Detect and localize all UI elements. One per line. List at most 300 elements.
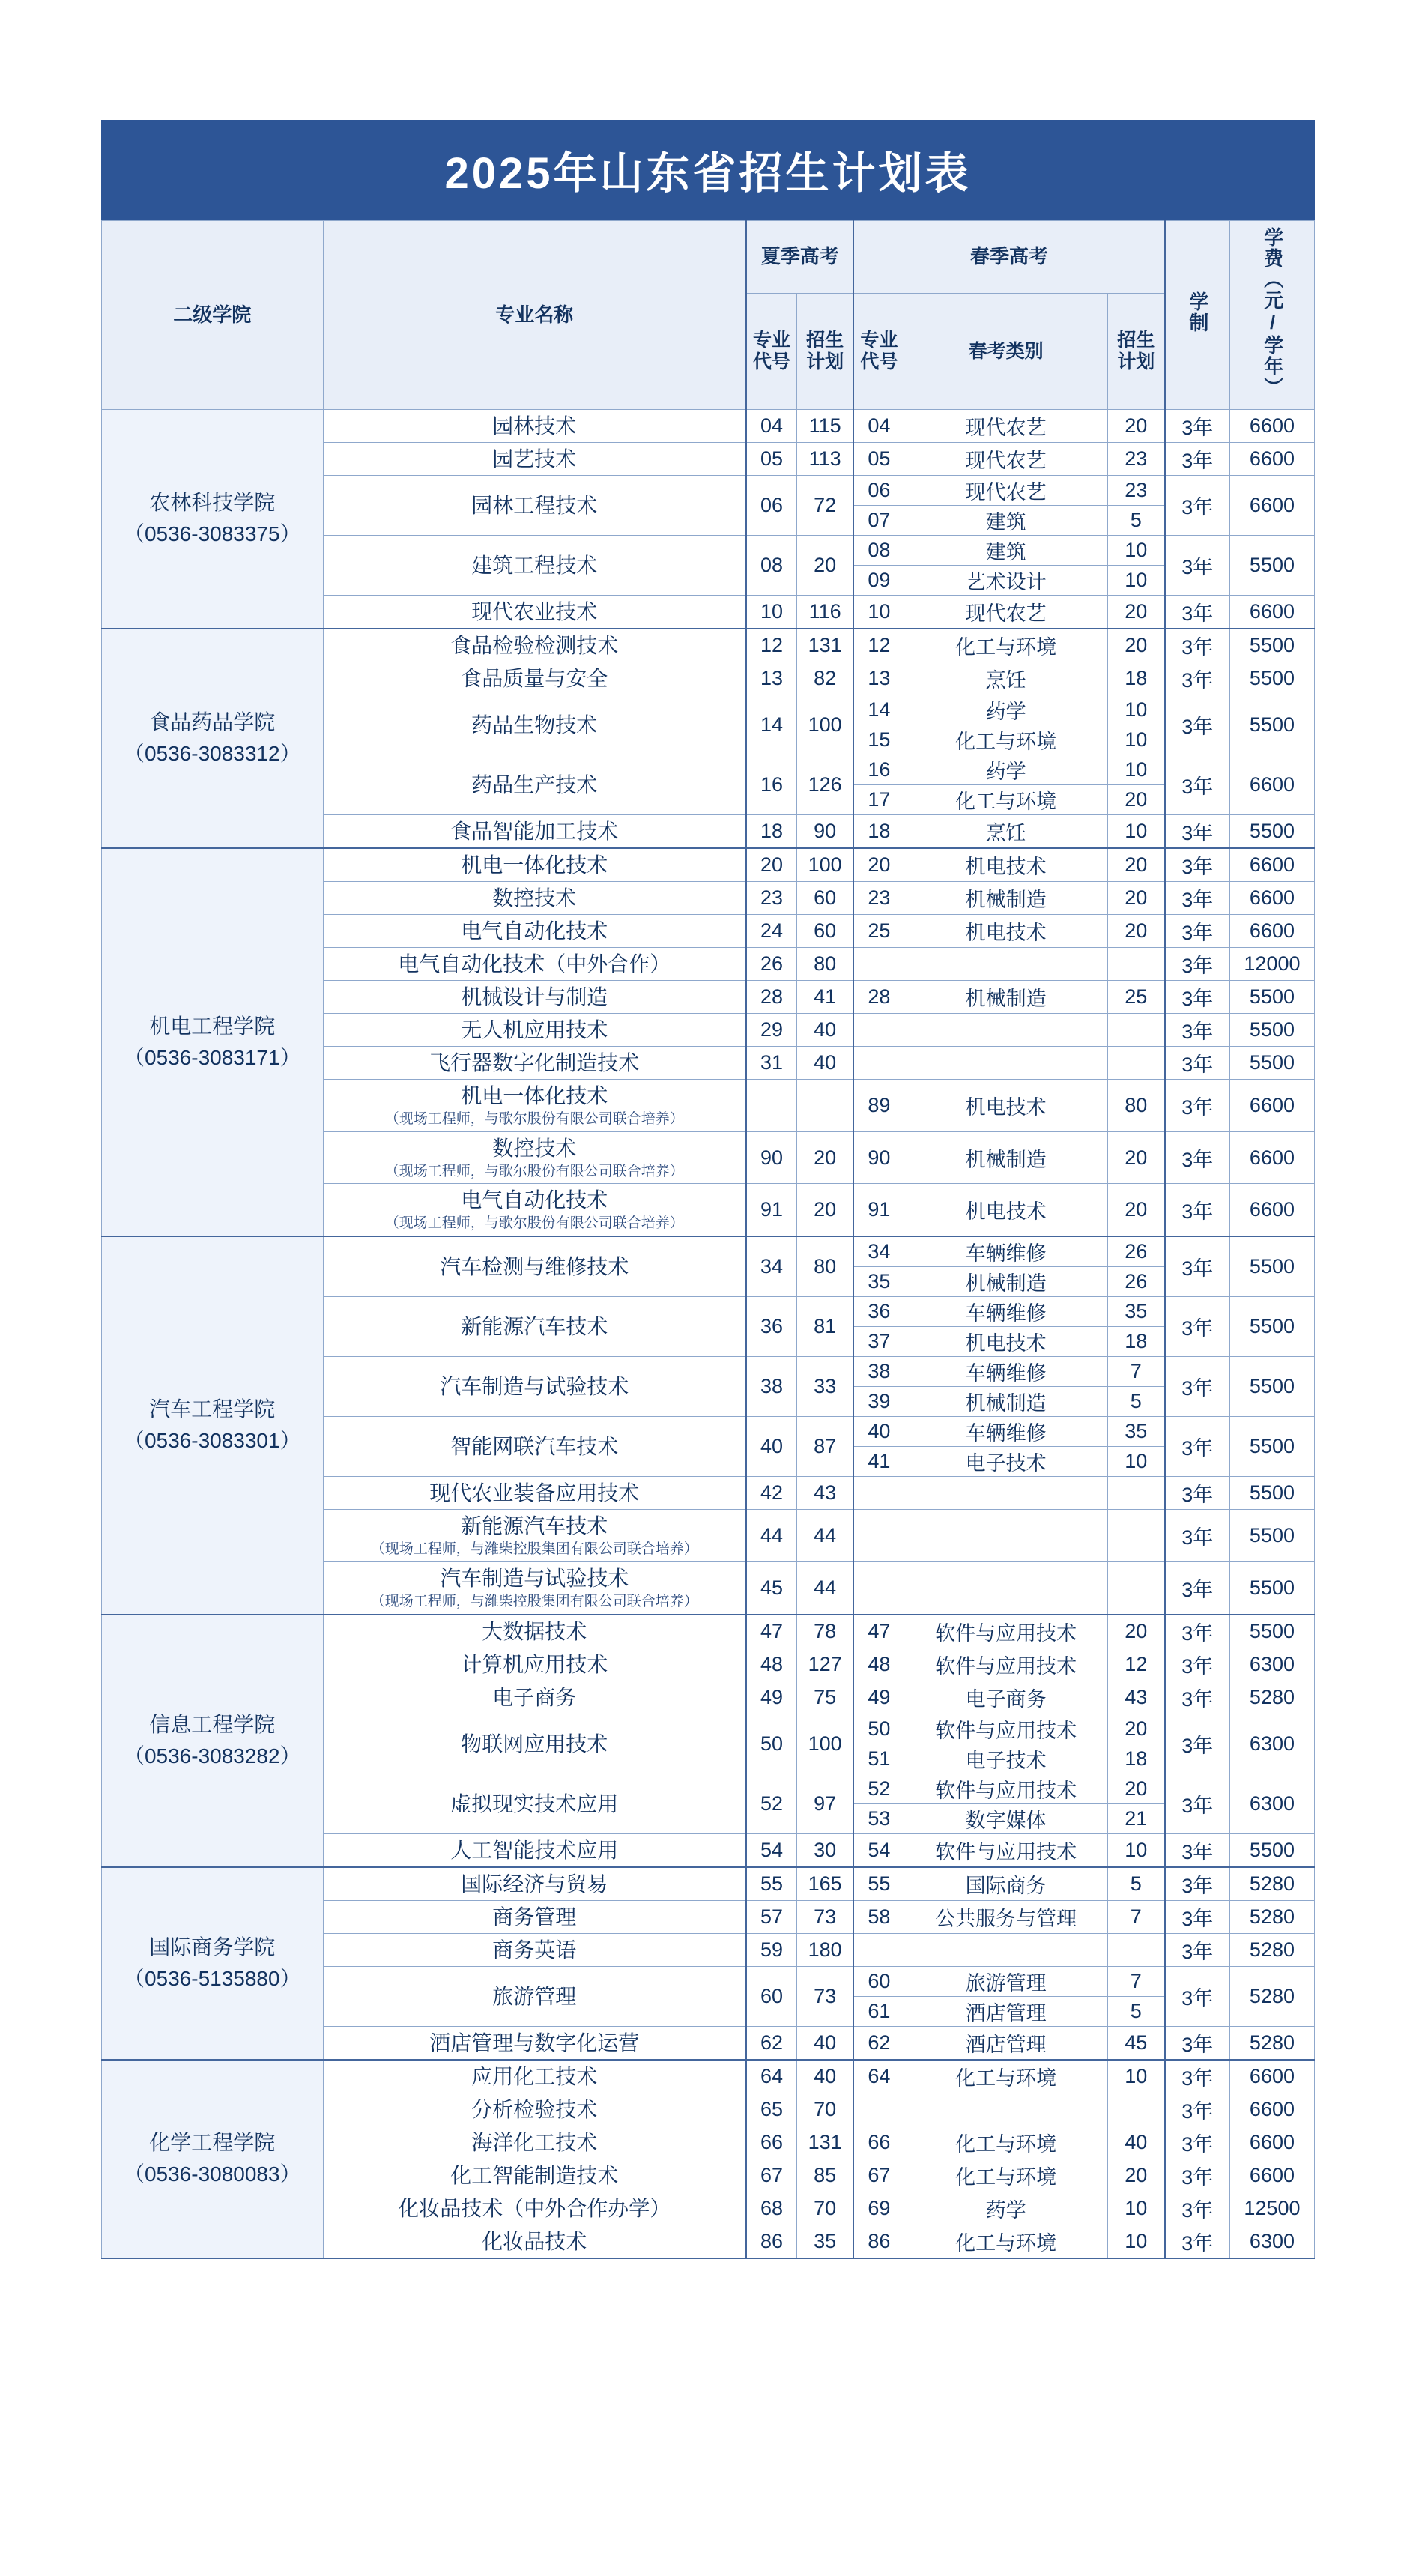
major-name: 虚拟现实技术应用 — [450, 1792, 619, 1815]
spring-code-cell — [853, 947, 904, 980]
major-name: 化妆品技术 — [482, 2229, 587, 2253]
summer-code-cell: 23 — [746, 881, 796, 914]
spring-plan-cell: 80 — [1107, 1079, 1164, 1131]
summer-code-cell: 60 — [746, 1966, 796, 2026]
summer-plan-cell: 60 — [796, 914, 853, 947]
years-cell: 3年 — [1165, 814, 1230, 848]
major-name-cell — [323, 1900, 746, 1933]
summer-plan-cell: 73 — [796, 1966, 853, 2026]
spring-plan-cell: 20 — [1107, 1774, 1164, 1803]
summer-code-cell: 67 — [746, 2159, 796, 2192]
fee-cell: 5500 — [1229, 1046, 1314, 1079]
major-name: 计算机应用技术 — [461, 1652, 608, 1676]
spring-category-cell: 车辆维修 — [904, 1236, 1108, 1267]
major-name-cell — [323, 1833, 746, 1867]
fee-cell: 6600 — [1229, 1079, 1314, 1131]
spring-plan-cell: 10 — [1107, 814, 1164, 848]
table-row — [102, 2060, 1315, 2093]
spring-category-cell: 机电技术 — [904, 914, 1108, 947]
spring-category-cell: 软件与应用技术 — [904, 1648, 1108, 1681]
major-name-cell — [323, 1561, 746, 1614]
college-cell — [102, 848, 324, 1236]
summer-plan-cell: 85 — [796, 2159, 853, 2192]
th-spring-code: 专业代号 — [853, 294, 904, 410]
spring-code-cell: 41 — [853, 1447, 904, 1477]
fee-cell: 6300 — [1229, 2225, 1314, 2258]
spring-category-cell: 烹饪 — [904, 814, 1108, 848]
years-cell: 3年 — [1165, 1357, 1230, 1417]
college-name: 国际商务学院 — [149, 1935, 276, 1959]
years-cell: 3年 — [1165, 947, 1230, 980]
summer-plan-cell: 73 — [796, 1900, 853, 1933]
spring-category-cell: 软件与应用技术 — [904, 1615, 1108, 1648]
years-cell: 3年 — [1165, 1933, 1230, 1966]
spring-plan-cell: 23 — [1107, 475, 1164, 505]
fee-cell: 5280 — [1229, 1681, 1314, 1714]
spring-code-cell: 55 — [853, 1867, 904, 1901]
spring-plan-cell: 7 — [1107, 1900, 1164, 1933]
years-cell: 3年 — [1165, 595, 1230, 629]
major-name: 应用化工技术 — [471, 2064, 598, 2088]
spring-category-cell: 化工与环境 — [904, 2060, 1108, 2093]
spring-category-cell: 艺术设计 — [904, 565, 1108, 595]
page-title: 2025年山东省招生计划表 — [101, 120, 1315, 220]
years-cell: 3年 — [1165, 2060, 1230, 2093]
summer-plan-cell: 41 — [796, 980, 853, 1013]
spring-category-cell: 建筑 — [904, 535, 1108, 565]
spring-category-cell: 电子商务 — [904, 1681, 1108, 1714]
summer-code-cell: 13 — [746, 662, 796, 695]
college-name: 机电工程学院 — [149, 1015, 276, 1038]
major-name: 分析检验技术 — [471, 2097, 598, 2121]
spring-code-cell: 34 — [853, 1236, 904, 1267]
spring-code-cell: 05 — [853, 442, 904, 475]
spring-category-cell — [904, 947, 1108, 980]
spring-plan-cell: 35 — [1107, 1417, 1164, 1447]
spring-category-cell — [904, 1561, 1108, 1614]
major-name-cell — [323, 1714, 746, 1774]
spring-plan-cell: 10 — [1107, 755, 1164, 784]
fee-cell: 5500 — [1229, 980, 1314, 1013]
summer-plan-cell: 70 — [796, 2192, 853, 2225]
spring-plan-cell: 35 — [1107, 1297, 1164, 1327]
major-name: 电子商务 — [492, 1685, 577, 1709]
spring-code-cell: 08 — [853, 535, 904, 565]
summer-plan-cell: 82 — [796, 662, 853, 695]
summer-code-cell: 08 — [746, 535, 796, 595]
summer-plan-cell: 165 — [796, 1867, 853, 1901]
fee-cell: 6600 — [1229, 475, 1314, 535]
years-cell: 3年 — [1165, 409, 1230, 442]
fee-cell: 6600 — [1229, 2126, 1314, 2159]
years-cell: 3年 — [1165, 881, 1230, 914]
spring-category-cell — [904, 1933, 1108, 1966]
major-name: 食品检验检测技术 — [450, 633, 619, 657]
spring-plan-cell: 20 — [1107, 1131, 1164, 1184]
table-body — [102, 409, 1315, 2258]
years-cell: 3年 — [1165, 1236, 1230, 1297]
spring-plan-cell: 7 — [1107, 1357, 1164, 1387]
table-row — [102, 1236, 1315, 1267]
summer-code-cell: 62 — [746, 2026, 796, 2060]
summer-code-cell: 06 — [746, 475, 796, 535]
spring-category-cell: 建筑 — [904, 505, 1108, 535]
college-name: 化学工程学院 — [149, 2131, 276, 2155]
spring-code-cell: 54 — [853, 1833, 904, 1867]
spring-code-cell: 36 — [853, 1297, 904, 1327]
major-name-cell — [323, 695, 746, 755]
summer-code-cell: 34 — [746, 1236, 796, 1297]
fee-cell: 5280 — [1229, 1933, 1314, 1966]
college-phone: （0536-3083171） — [123, 1046, 301, 1070]
major-name-cell — [323, 1477, 746, 1510]
major-name-cell — [323, 1510, 746, 1562]
major-name-cell — [323, 2159, 746, 2192]
major-name: 新能源汽车技术 — [461, 1514, 608, 1538]
spring-plan-cell: 5 — [1107, 1996, 1164, 2026]
major-name: 药品生物技术 — [471, 713, 598, 737]
spring-code-cell — [853, 2093, 904, 2126]
spring-plan-cell: 20 — [1107, 2159, 1164, 2192]
summer-code-cell: 38 — [746, 1357, 796, 1417]
major-name-cell — [323, 2126, 746, 2159]
spring-plan-cell: 5 — [1107, 1867, 1164, 1901]
major-name-cell — [323, 1357, 746, 1417]
spring-category-cell: 药学 — [904, 755, 1108, 784]
summer-code-cell: 86 — [746, 2225, 796, 2258]
fee-cell: 6300 — [1229, 1774, 1314, 1833]
spring-category-cell: 机械制造 — [904, 1267, 1108, 1297]
summer-code-cell: 50 — [746, 1714, 796, 1774]
spring-code-cell: 20 — [853, 848, 904, 882]
spring-code-cell: 04 — [853, 409, 904, 442]
major-name-cell — [323, 1131, 746, 1184]
summer-plan-cell: 100 — [796, 695, 853, 755]
major-note: （现场工程师，与潍柴控股集团有限公司联合培养） — [370, 1593, 698, 1609]
major-name-cell — [323, 535, 746, 595]
major-name: 飞行器数字化制造技术 — [429, 1050, 640, 1074]
summer-code-cell: 45 — [746, 1561, 796, 1614]
years-cell: 3年 — [1165, 1510, 1230, 1562]
major-name: 电气自动化技术（中外合作） — [398, 952, 671, 976]
fee-cell: 5500 — [1229, 535, 1314, 595]
spring-category-cell: 机械制造 — [904, 1387, 1108, 1417]
years-cell: 3年 — [1165, 1013, 1230, 1046]
spring-code-cell: 91 — [853, 1184, 904, 1236]
summer-code-cell: 05 — [746, 442, 796, 475]
spring-plan-cell: 26 — [1107, 1267, 1164, 1297]
major-name: 药品生产技术 — [471, 773, 598, 796]
summer-code-cell: 47 — [746, 1615, 796, 1648]
spring-plan-cell: 18 — [1107, 662, 1164, 695]
fee-cell: 5500 — [1229, 1297, 1314, 1357]
spring-plan-cell — [1107, 1013, 1164, 1046]
major-name-cell — [323, 1013, 746, 1046]
summer-plan-cell: 131 — [796, 2126, 853, 2159]
college-cell — [102, 409, 324, 629]
college-name: 汽车工程学院 — [149, 1397, 276, 1421]
spring-code-cell: 39 — [853, 1387, 904, 1417]
years-cell: 3年 — [1165, 535, 1230, 595]
major-name-cell — [323, 1184, 746, 1236]
college-phone: （0536-5135880） — [123, 1967, 301, 1991]
major-name: 食品质量与安全 — [461, 666, 608, 690]
years-cell: 3年 — [1165, 2159, 1230, 2192]
spring-category-cell: 化工与环境 — [904, 2126, 1108, 2159]
summer-code-cell: 40 — [746, 1417, 796, 1477]
major-name: 电气自动化技术 — [461, 919, 608, 943]
th-summer-group: 夏季高考 — [746, 221, 853, 294]
summer-code-cell: 52 — [746, 1774, 796, 1833]
spring-code-cell: 17 — [853, 784, 904, 814]
fee-cell: 5280 — [1229, 1867, 1314, 1901]
spring-category-cell: 现代农艺 — [904, 475, 1108, 505]
years-cell: 3年 — [1165, 1681, 1230, 1714]
major-name: 无人机应用技术 — [461, 1018, 608, 1041]
summer-plan-cell: 20 — [796, 535, 853, 595]
college-phone: （0536-3083312） — [123, 742, 301, 766]
major-name: 物联网应用技术 — [461, 1732, 608, 1756]
summer-plan-cell: 78 — [796, 1615, 853, 1648]
spring-code-cell: 28 — [853, 980, 904, 1013]
major-name: 建筑工程技术 — [471, 553, 598, 577]
major-name-cell — [323, 629, 746, 662]
years-cell: 3年 — [1165, 2093, 1230, 2126]
major-name-cell — [323, 1236, 746, 1297]
summer-code-cell: 18 — [746, 814, 796, 848]
years-cell: 3年 — [1165, 442, 1230, 475]
major-name-cell — [323, 814, 746, 848]
summer-plan-cell: 80 — [796, 1236, 853, 1297]
spring-category-cell: 现代农艺 — [904, 409, 1108, 442]
fee-cell: 5500 — [1229, 1477, 1314, 1510]
spring-category-cell: 数字媒体 — [904, 1803, 1108, 1833]
spring-code-cell: 18 — [853, 814, 904, 848]
major-note: （现场工程师，与潍柴控股集团有限公司联合培养） — [370, 1541, 698, 1558]
major-name-cell — [323, 475, 746, 535]
summer-code-cell: 59 — [746, 1933, 796, 1966]
summer-plan-cell — [796, 1079, 853, 1131]
spring-plan-cell: 25 — [1107, 980, 1164, 1013]
spring-plan-cell: 20 — [1107, 881, 1164, 914]
spring-plan-cell: 18 — [1107, 1327, 1164, 1357]
spring-code-cell: 89 — [853, 1079, 904, 1131]
major-name: 汽车制造与试验技术 — [440, 1375, 629, 1399]
years-cell: 3年 — [1165, 1714, 1230, 1774]
major-name: 酒店管理与数字化运营 — [429, 2031, 640, 2055]
spring-category-cell: 化工与环境 — [904, 725, 1108, 755]
major-name: 国际经济与贸易 — [461, 1872, 608, 1896]
spring-code-cell: 37 — [853, 1327, 904, 1357]
major-name-cell — [323, 595, 746, 629]
summer-plan-cell: 180 — [796, 1933, 853, 1966]
spring-plan-cell: 10 — [1107, 1833, 1164, 1867]
fee-cell: 6600 — [1229, 2060, 1314, 2093]
fee-cell: 6600 — [1229, 755, 1314, 814]
spring-plan-cell: 20 — [1107, 1714, 1164, 1744]
spring-code-cell: 53 — [853, 1803, 904, 1833]
years-cell: 3年 — [1165, 1833, 1230, 1867]
summer-plan-cell: 126 — [796, 755, 853, 814]
spring-code-cell: 62 — [853, 2026, 904, 2060]
spring-category-cell: 机电技术 — [904, 1327, 1108, 1357]
summer-code-cell: 42 — [746, 1477, 796, 1510]
th-fee: 学费（元/学年） — [1229, 221, 1314, 410]
major-name-cell — [323, 1297, 746, 1357]
major-name-cell — [323, 2225, 746, 2258]
th-spring-plan: 招生计划 — [1107, 294, 1164, 410]
fee-cell: 6600 — [1229, 442, 1314, 475]
spring-plan-cell: 20 — [1107, 629, 1164, 662]
spring-category-cell: 电子技术 — [904, 1744, 1108, 1774]
years-cell: 3年 — [1165, 1648, 1230, 1681]
spring-plan-cell: 10 — [1107, 725, 1164, 755]
th-summer-code: 专业代号 — [746, 294, 796, 410]
summer-code-cell — [746, 1079, 796, 1131]
spring-code-cell: 14 — [853, 695, 904, 725]
th-major: 专业名称 — [323, 221, 746, 410]
years-cell: 3年 — [1165, 1417, 1230, 1477]
major-name: 食品智能加工技术 — [450, 819, 619, 843]
spring-category-cell: 机电技术 — [904, 848, 1108, 882]
spring-code-cell — [853, 1510, 904, 1562]
spring-code-cell: 86 — [853, 2225, 904, 2258]
summer-plan-cell: 75 — [796, 1681, 853, 1714]
major-name: 海洋化工技术 — [471, 2130, 598, 2154]
summer-code-cell: 10 — [746, 595, 796, 629]
summer-plan-cell: 43 — [796, 1477, 853, 1510]
spring-plan-cell: 10 — [1107, 695, 1164, 725]
fee-cell: 6300 — [1229, 1714, 1314, 1774]
summer-plan-cell: 35 — [796, 2225, 853, 2258]
college-cell — [102, 629, 324, 848]
fee-cell: 12000 — [1229, 947, 1314, 980]
spring-code-cell: 61 — [853, 1996, 904, 2026]
fee-cell: 5500 — [1229, 662, 1314, 695]
spring-category-cell: 软件与应用技术 — [904, 1714, 1108, 1744]
table-header — [102, 221, 1315, 410]
summer-plan-cell: 127 — [796, 1648, 853, 1681]
spring-code-cell: 38 — [853, 1357, 904, 1387]
spring-code-cell — [853, 1933, 904, 1966]
spring-category-cell: 化工与环境 — [904, 629, 1108, 662]
spring-code-cell: 51 — [853, 1744, 904, 1774]
enrollment-plan-table — [101, 220, 1315, 2259]
spring-plan-cell — [1107, 1933, 1164, 1966]
years-cell: 3年 — [1165, 2192, 1230, 2225]
th-years: 学制 — [1165, 221, 1230, 410]
spring-plan-cell: 10 — [1107, 535, 1164, 565]
summer-plan-cell: 40 — [796, 1046, 853, 1079]
spring-category-cell: 国际商务 — [904, 1867, 1108, 1901]
summer-code-cell: 31 — [746, 1046, 796, 1079]
major-name-cell — [323, 1417, 746, 1477]
summer-code-cell: 54 — [746, 1833, 796, 1867]
summer-plan-cell: 30 — [796, 1833, 853, 1867]
years-cell: 3年 — [1165, 1297, 1230, 1357]
spring-category-cell: 机电技术 — [904, 1079, 1108, 1131]
fee-cell: 6600 — [1229, 914, 1314, 947]
spring-code-cell: 25 — [853, 914, 904, 947]
major-name: 园艺技术 — [492, 447, 577, 471]
spring-category-cell: 机电技术 — [904, 1184, 1108, 1236]
major-name: 电气自动化技术 — [461, 1188, 608, 1212]
major-name: 智能网联汽车技术 — [450, 1435, 619, 1459]
college-name: 农林科技学院 — [149, 491, 276, 515]
th-college: 二级学院 — [102, 221, 324, 410]
years-cell: 3年 — [1165, 695, 1230, 755]
fee-cell: 5500 — [1229, 1615, 1314, 1648]
years-cell: 3年 — [1165, 2225, 1230, 2258]
college-cell — [102, 1236, 324, 1615]
major-name: 现代农业装备应用技术 — [429, 1481, 640, 1505]
summer-code-cell: 12 — [746, 629, 796, 662]
major-name: 汽车检测与维修技术 — [440, 1255, 629, 1279]
summer-plan-cell: 40 — [796, 1013, 853, 1046]
spring-category-cell: 机械制造 — [904, 881, 1108, 914]
major-name-cell — [323, 914, 746, 947]
spring-code-cell: 35 — [853, 1267, 904, 1297]
major-name: 园林技术 — [492, 414, 577, 438]
summer-code-cell: 55 — [746, 1867, 796, 1901]
th-spring-group: 春季高考 — [853, 221, 1164, 294]
fee-cell: 6600 — [1229, 1131, 1314, 1184]
summer-plan-cell: 81 — [796, 1297, 853, 1357]
years-cell: 3年 — [1165, 1900, 1230, 1933]
spring-code-cell: 50 — [853, 1714, 904, 1744]
spring-plan-cell: 10 — [1107, 1447, 1164, 1477]
summer-code-cell: 04 — [746, 409, 796, 442]
spring-plan-cell: 7 — [1107, 1966, 1164, 1996]
table-row — [102, 629, 1315, 662]
spring-plan-cell: 20 — [1107, 595, 1164, 629]
major-name-cell — [323, 755, 746, 814]
spring-plan-cell: 20 — [1107, 1615, 1164, 1648]
spring-code-cell: 48 — [853, 1648, 904, 1681]
fee-cell: 5500 — [1229, 1357, 1314, 1417]
spring-category-cell: 软件与应用技术 — [904, 1833, 1108, 1867]
years-cell: 3年 — [1165, 2026, 1230, 2060]
spring-category-cell: 车辆维修 — [904, 1357, 1108, 1387]
summer-code-cell: 44 — [746, 1510, 796, 1562]
years-cell: 3年 — [1165, 629, 1230, 662]
major-name-cell — [323, 1046, 746, 1079]
college-name: 信息工程学院 — [149, 1713, 276, 1737]
summer-code-cell: 68 — [746, 2192, 796, 2225]
spring-plan-cell — [1107, 1561, 1164, 1614]
summer-plan-cell: 33 — [796, 1357, 853, 1417]
major-name: 商务管理 — [492, 1905, 577, 1929]
major-name: 数控技术 — [492, 886, 577, 910]
spring-plan-cell: 23 — [1107, 442, 1164, 475]
summer-code-cell: 29 — [746, 1013, 796, 1046]
spring-code-cell: 64 — [853, 2060, 904, 2093]
college-phone: （0536-3083375） — [123, 522, 301, 546]
summer-plan-cell: 70 — [796, 2093, 853, 2126]
spring-plan-cell — [1107, 1510, 1164, 1562]
spring-plan-cell: 10 — [1107, 565, 1164, 595]
major-name-cell — [323, 1966, 746, 2026]
spring-plan-cell: 43 — [1107, 1681, 1164, 1714]
fee-cell: 6600 — [1229, 2159, 1314, 2192]
years-cell: 3年 — [1165, 2126, 1230, 2159]
spring-code-cell: 60 — [853, 1966, 904, 1996]
major-name-cell — [323, 662, 746, 695]
college-phone: （0536-3080083） — [123, 2162, 301, 2186]
summer-plan-cell: 100 — [796, 848, 853, 882]
fee-cell: 5500 — [1229, 1236, 1314, 1297]
years-cell: 3年 — [1165, 1184, 1230, 1236]
